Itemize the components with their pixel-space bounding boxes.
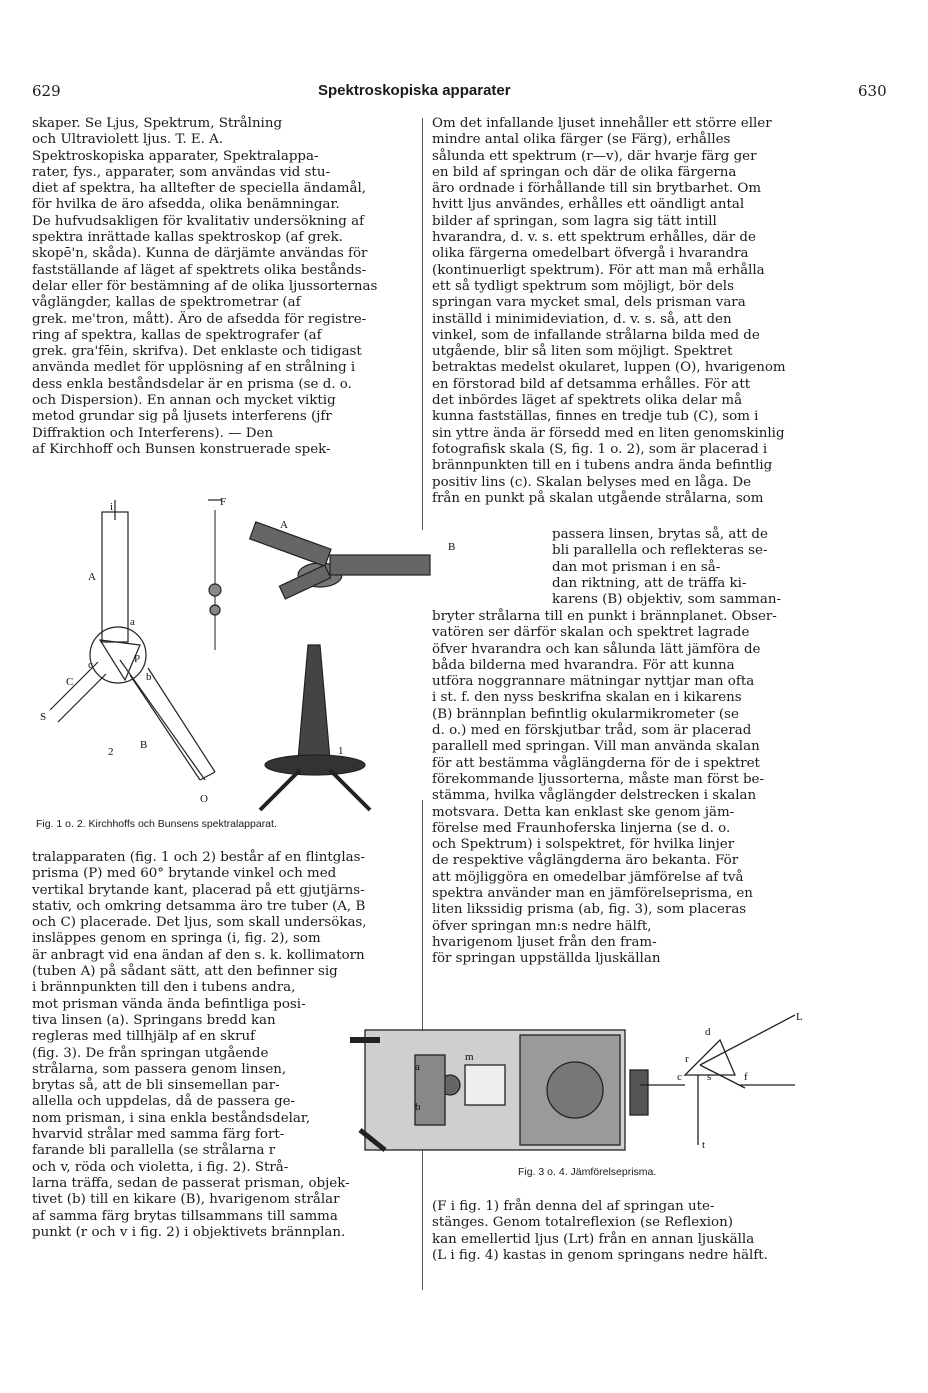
comparison-prism-illustration — [340, 1010, 810, 1165]
fig-label-t: t — [702, 1139, 706, 1151]
text-line: Diffraktion och Interferens). — Den — [32, 425, 274, 441]
text-line: dan mot prisman i en så- — [552, 559, 721, 575]
text-line: diet af spektra, ha alltefter de speciella ändamål, — [32, 181, 367, 197]
fig-label-f: f — [744, 1071, 748, 1083]
text-line: Spektroskopiska apparater, Spektralappa- — [32, 148, 319, 164]
text-line: ring af spektra, kallas de spektrografer (af — [32, 327, 322, 343]
fig-label-P: P — [134, 653, 141, 665]
text-line: motsvara. Detta kan enklast ske genom jäm- — [432, 804, 735, 820]
text-line: skaper. Se Ljus, Spektrum, Strålning — [32, 116, 283, 131]
text-line: och Spektrum) i solspektret, för hvilka linjer — [432, 837, 735, 853]
fig-label-b3: b — [415, 1101, 421, 1113]
text-line: positiv lins (c). Skalan belyses med en låga. De — [432, 474, 751, 490]
fig-label-2: 2 — [108, 746, 114, 758]
text-line: använda medlet för upplösning af en strålning i — [32, 360, 356, 376]
text-line: De hufvudsakligen för kvalitativ undersökning af — [32, 213, 365, 229]
page-number-left: 629 — [32, 82, 61, 100]
text-line: det inbördes läget af spektrets olika delar må — [432, 393, 743, 409]
fig-label-A1: A — [280, 519, 288, 531]
text-line: hvarvid strålar med samma färg fort- — [32, 1127, 285, 1143]
page-number-right: 630 — [858, 82, 887, 100]
text-line: stämma, hvilka våglängder delstrecken i skalan — [432, 788, 757, 804]
text-line: af Kirchhoff och Bunsen konstruerade spek- — [32, 441, 331, 457]
fig-label-O: O — [200, 793, 208, 805]
text-line: kan emellertid ljus (Lrt) från en annan ljuskälla — [432, 1231, 755, 1247]
text-line: mot prisman vända ända befintliga posi- — [32, 996, 306, 1012]
fig-label-i: i — [110, 501, 114, 513]
text-line: äro ordnade i förhållande till sin brytbarhet. Om — [432, 181, 762, 197]
text-line: d. o.) med en förskjutbar tråd, som är placerad — [432, 723, 752, 739]
right-column-text-bottom — [432, 1199, 804, 1264]
text-line: delar eller för bestämning af de olika ljussorternas — [32, 278, 378, 294]
text-line: punkt (r och v i fig. 2) i objektivets brännplan. — [32, 1224, 346, 1240]
spectroscope-illustration — [30, 490, 456, 815]
text-line: tivet (b) till en kikare (B), hvarigenom strålar — [32, 1192, 340, 1208]
fig-label-L: L — [796, 1011, 803, 1023]
text-line: från en punkt på skalan utgående strålarna, som — [432, 490, 764, 506]
text-line: spektra använder man en jämförelseprisma, en — [432, 886, 753, 902]
text-line: passera linsen, brytas så, att de — [552, 527, 768, 542]
text-line: i brännpunkten till den i tubens andra, — [32, 980, 296, 996]
text-line: dan riktning, att de träffa ki- — [552, 575, 747, 591]
fig-label-F: F — [220, 496, 227, 508]
text-line: bilder af springan, som lagra sig tätt intill — [432, 213, 717, 229]
text-line: våglängder, kallas de spektrometrar (af — [32, 295, 301, 311]
text-line: och C) placerade. Det ljus, som skall undersökas, — [32, 915, 367, 931]
fig-label-b: b — [146, 671, 152, 683]
fig-label-B: B — [140, 739, 148, 751]
text-line: insläppes genom en springa (i, fig. 2), som — [32, 931, 321, 947]
text-line: af samma färg brytas tillsammans till samma — [32, 1208, 338, 1224]
text-line: brännpunkten till en i tubens andra ända befintlig — [432, 458, 773, 474]
text-line: öfver springan mn:s nedre hälft, — [432, 918, 652, 934]
text-line: parallell med springan. Vill man använda skalan — [432, 739, 760, 755]
fig-label-s: s — [707, 1071, 712, 1083]
text-line: är anbragt vid ena ändan af den s. k. kollimatorn — [32, 947, 365, 963]
text-line: för springan uppställda ljuskällan — [432, 951, 661, 967]
text-line: (tuben A) på sådant sätt, att den befinner sig — [32, 964, 338, 980]
text-line: Om det infallande ljuset innehåller ett större eller — [432, 116, 772, 131]
right-column-text-top — [432, 116, 804, 507]
text-line: rater, fys., apparater, som användas vid stu- — [32, 164, 330, 180]
text-line: karens (B) objektiv, som samman- — [552, 592, 781, 608]
text-line: grek. me'tron, mått). Äro de afsedda för registre- — [32, 311, 367, 327]
text-line: (L i fig. 4) kastas in genom springans nedre hälft. — [432, 1247, 768, 1263]
text-line: hvarigenom ljuset från den fram- — [432, 934, 657, 950]
text-line: utgående, blir så liten som möjligt. Spektret — [432, 344, 733, 360]
column-divider — [422, 118, 423, 530]
text-line: vinkel, som de infallande strålarna bilda med de — [432, 327, 760, 343]
text-line: strålarna, som passera genom linsen, — [32, 1061, 287, 1077]
text-line: dess enkla beståndsdelar är en prisma (se d. o. — [32, 376, 352, 392]
text-line: metod grundar sig på ljusets interferens (jfr — [32, 409, 332, 425]
text-line: allella och uppdelas, då de passera ge- — [32, 1094, 296, 1110]
text-line: i st. f. den nyss beskrifna skalan en i kikarens — [432, 690, 742, 706]
text-line: för att bestämma våglängderna för de i spektret — [432, 755, 760, 771]
text-line: springan vara mycket smal, dels prisman vara — [432, 295, 746, 311]
text-line: en förstorad bild af detsamma erhålles. För att — [432, 376, 751, 392]
text-line: mindre antal olika färger (se Färg), erhålles — [432, 132, 731, 148]
text-line: betraktas medelst okularet, luppen (O), hvarigenom — [432, 360, 786, 376]
text-line: ett så tydligt spektrum som möjligt, bör dels — [432, 278, 734, 294]
text-line: stativ, och omkring detsamma äro tre tuber (A, B — [32, 898, 366, 914]
text-line: utföra noggrannare mätningar nyttjar man ofta — [432, 674, 755, 690]
text-line: att möjliggöra en omedelbar jämförelse af två — [432, 869, 744, 885]
fig-label-r: r — [685, 1053, 689, 1065]
text-line: spektra inrättade kallas spektroskop (af grek. — [32, 230, 343, 246]
text-line: sålunda ett spektrum (r—v), där hvarje färg ger — [432, 148, 757, 164]
text-line: förelse med Fraunhoferska linjerna (se d. o. — [432, 820, 731, 836]
text-line: de respektive våglängderna äro bekanta. För — [432, 853, 739, 869]
text-line: för hvilka de äro afsedda, olika benämningar. — [32, 197, 340, 213]
fig-label-B1: B — [448, 541, 456, 553]
text-line: en bild af springan och där de olika färgerna — [432, 164, 737, 180]
text-line: sin yttre ända är försedd med en liten genomskinlig — [432, 425, 785, 441]
text-line: stänges. Genom totalreflexion (se Reflexion) — [432, 1215, 733, 1231]
text-line: regleras med tillhjälp af en skruf — [32, 1029, 256, 1045]
fig-label-1: 1 — [338, 745, 344, 757]
left-column-text-top — [32, 116, 417, 458]
fig-label-d: d — [705, 1026, 711, 1038]
fig12-caption: Fig. 1 o. 2. Kirchhoffs och Bunsens spektralapparat. — [36, 818, 277, 830]
fig-label-c4: c — [677, 1071, 682, 1083]
text-line: grek. gra'fēin, skrifva). Det enklaste och tidigast — [32, 344, 362, 360]
fig-label-a: a — [130, 616, 135, 628]
text-line: och v, röda och violetta, i fig. 2). Strå- — [32, 1159, 289, 1175]
text-line: hvitt ljus användes, erhålles ett oändligt antal — [432, 197, 745, 213]
text-line: olika färgerna omedelbart öfvergå i hvarandra — [432, 246, 749, 262]
text-line: kunna fastställas, finnes en tredje tub (C), som i — [432, 409, 759, 425]
text-line: brytas så, att de bli sinsemellan par- — [32, 1078, 280, 1094]
right-column-text-mid — [432, 609, 804, 968]
text-line: vatören ser därför skalan och spektret lagrade — [432, 625, 750, 641]
fig34-caption: Fig. 3 o. 4. Jämförelseprisma. — [518, 1166, 657, 1178]
fig-label-m: m — [465, 1051, 474, 1063]
text-line: (kontinuerligt spektrum). För att man må erhålla — [432, 262, 765, 278]
text-line: (F i fig. 1) från denna del af springan ute- — [432, 1199, 715, 1214]
text-line: nom prisman, i sina enkla beståndsdelar, — [32, 1110, 311, 1126]
text-line: inställd i minimideviation, d. v. s. så, att den — [432, 311, 732, 327]
fig-label-c: c — [88, 659, 93, 671]
text-line: prisma (P) med 60° brytande vinkel och med — [32, 866, 337, 882]
fig-label-C: C — [66, 676, 74, 688]
text-line: (fig. 3). De från springan utgående — [32, 1045, 269, 1061]
fig-label-S: S — [40, 711, 47, 723]
page-title: Spektroskopiska apparater — [318, 82, 511, 99]
text-line: bryter strålarna till en punkt i brännplanet. Obser- — [432, 609, 777, 624]
text-line: (B) brännplan befintlig okularmikrometer (se — [432, 706, 739, 722]
text-line: båda bilderna med hvarandra. För att kunna — [432, 657, 735, 673]
text-line: farande bli parallella (se strålarna r — [32, 1143, 276, 1159]
text-line: och Dispersion). En annan och mycket viktig — [32, 393, 336, 409]
text-line: tralapparaten (fig. 1 och 2) består af en flintglas- — [32, 850, 366, 865]
fig-label-A: A — [88, 571, 96, 583]
fig-label-a3: a — [415, 1061, 420, 1073]
text-line: vertikal brytande kant, placerad på ett gjutjärns- — [32, 882, 365, 898]
text-line: fastställande af läget af spektrets olika bestånds- — [32, 262, 367, 278]
text-line: liten likssidig prisma (ab, fig. 3), som placeras — [432, 902, 747, 918]
text-line: och Ultraviolett ljus. T. E. A. — [32, 132, 224, 148]
text-line: hvarandra, d. v. s. ett spektrum erhålles, där de — [432, 230, 756, 246]
text-line: tiva linsen (a). Springans bredd kan — [32, 1012, 276, 1028]
text-line: fotografisk skala (S, fig. 1 o. 2), som är placerad i — [432, 441, 768, 457]
text-line: bli parallella och reflekteras se- — [552, 543, 768, 559]
text-line: larna träffa, sedan de passerat prisman, objek- — [32, 1175, 350, 1191]
right-column-text-narrow — [552, 527, 805, 608]
text-line: skopē'n, skåda). Kunna de därjämte användas för — [32, 246, 368, 262]
text-line: öfver hvarandra och kan sålunda lätt jämföra de — [432, 641, 761, 657]
text-line: förekommande ljussorterna, måste man först be- — [432, 771, 764, 787]
